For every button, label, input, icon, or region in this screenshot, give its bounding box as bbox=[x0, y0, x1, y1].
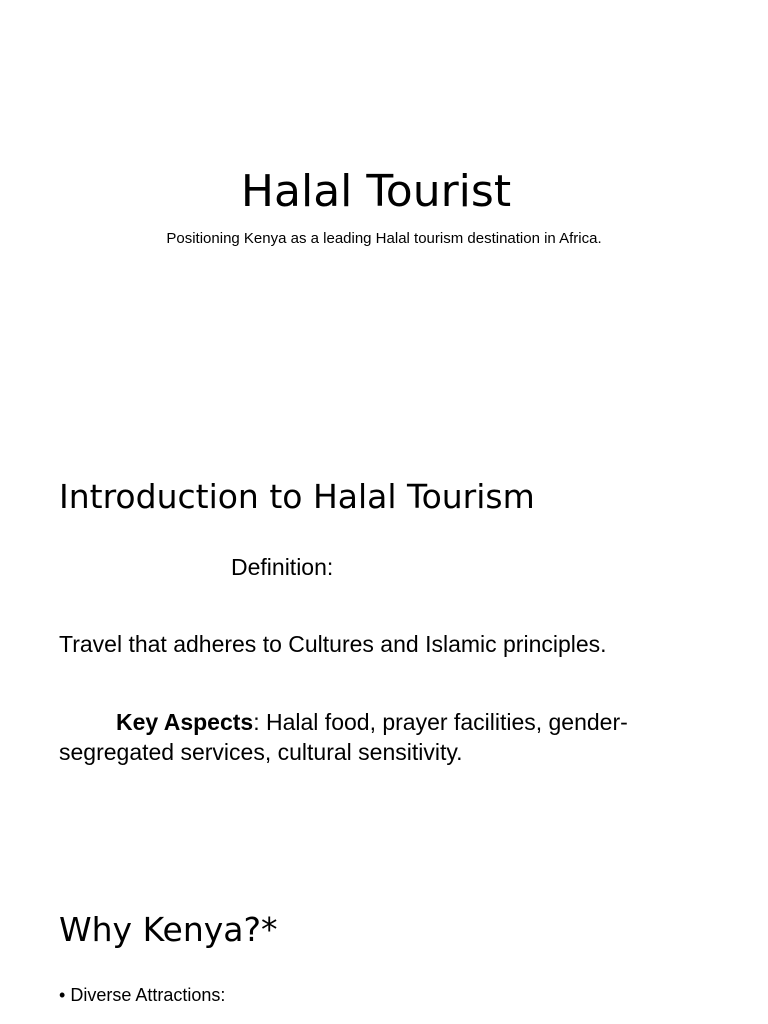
bullet-text: Diverse Attractions: bbox=[70, 985, 226, 1005]
bullet-item bbox=[59, 983, 225, 1007]
key-aspects-paragraph bbox=[59, 707, 709, 767]
section-heading-why-kenya: Why Kenya?* bbox=[59, 910, 278, 949]
key-aspects-label: Key Aspects bbox=[116, 709, 254, 735]
key-aspects-text: : Halal food, prayer facilities, gender-segregated services, cultural sensitivity. bbox=[59, 709, 628, 765]
section-heading-introduction: Introduction to Halal Tourism bbox=[59, 477, 535, 516]
bullet-marker: • bbox=[59, 985, 66, 1005]
document-subtitle: Positioning Kenya as a leading Halal tourism destination in Africa. bbox=[166, 230, 602, 247]
document-title: Halal Tourist bbox=[240, 166, 512, 217]
definition-label: Definition: bbox=[231, 554, 334, 580]
definition-text: Travel that adheres to Cultures and Islamic principles. bbox=[59, 631, 607, 657]
